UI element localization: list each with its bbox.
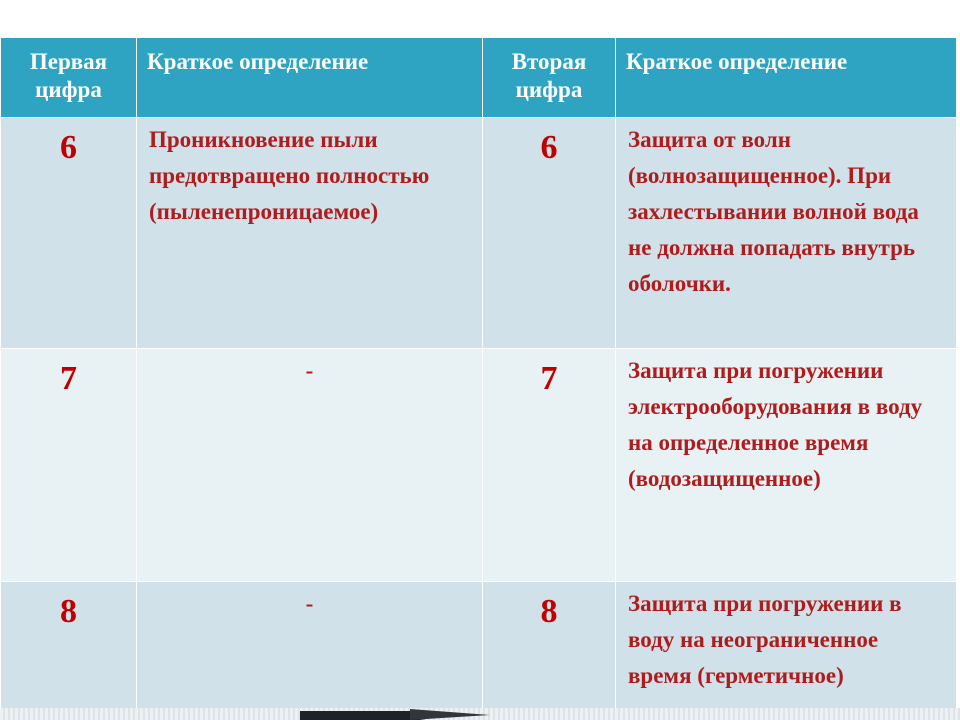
first-description-cell: - [137, 582, 483, 720]
second-digit-cell: 8 [483, 582, 616, 720]
second-digit-cell: 7 [483, 349, 616, 582]
first-description-cell: Проникновение пыли предотвращено полностью (пыленепроницаемое) [137, 118, 483, 349]
first-digit-cell: 8 [1, 582, 137, 720]
ip-code-table [0, 37, 957, 720]
header-first-description: Краткое определение [137, 38, 483, 118]
header-first-digit: Первая цифра [1, 38, 137, 118]
table-header-row [1, 38, 957, 118]
header-second-digit: Вторая цифра [483, 38, 616, 118]
decorative-arrow-icon [300, 709, 490, 720]
first-digit-cell: 7 [1, 349, 137, 582]
second-description-cell: Защита при погружении в воду на неограниченное время (герметичное) [616, 582, 957, 720]
first-description-cell: - [137, 349, 483, 582]
table-row [1, 118, 957, 349]
second-description-cell: Защита при погружении электрооборудования в воду на определенное время (водозащищенное) [616, 349, 957, 582]
second-description-cell: Защита от волн (волнозащищенное). При захлестывании волной вода не должна попадать внутрь оболочки. [616, 118, 957, 349]
table-row [1, 582, 957, 720]
second-digit-cell: 6 [483, 118, 616, 349]
table-row [1, 349, 957, 582]
header-second-description: Краткое определение [616, 38, 957, 118]
first-digit-cell: 6 [1, 118, 137, 349]
